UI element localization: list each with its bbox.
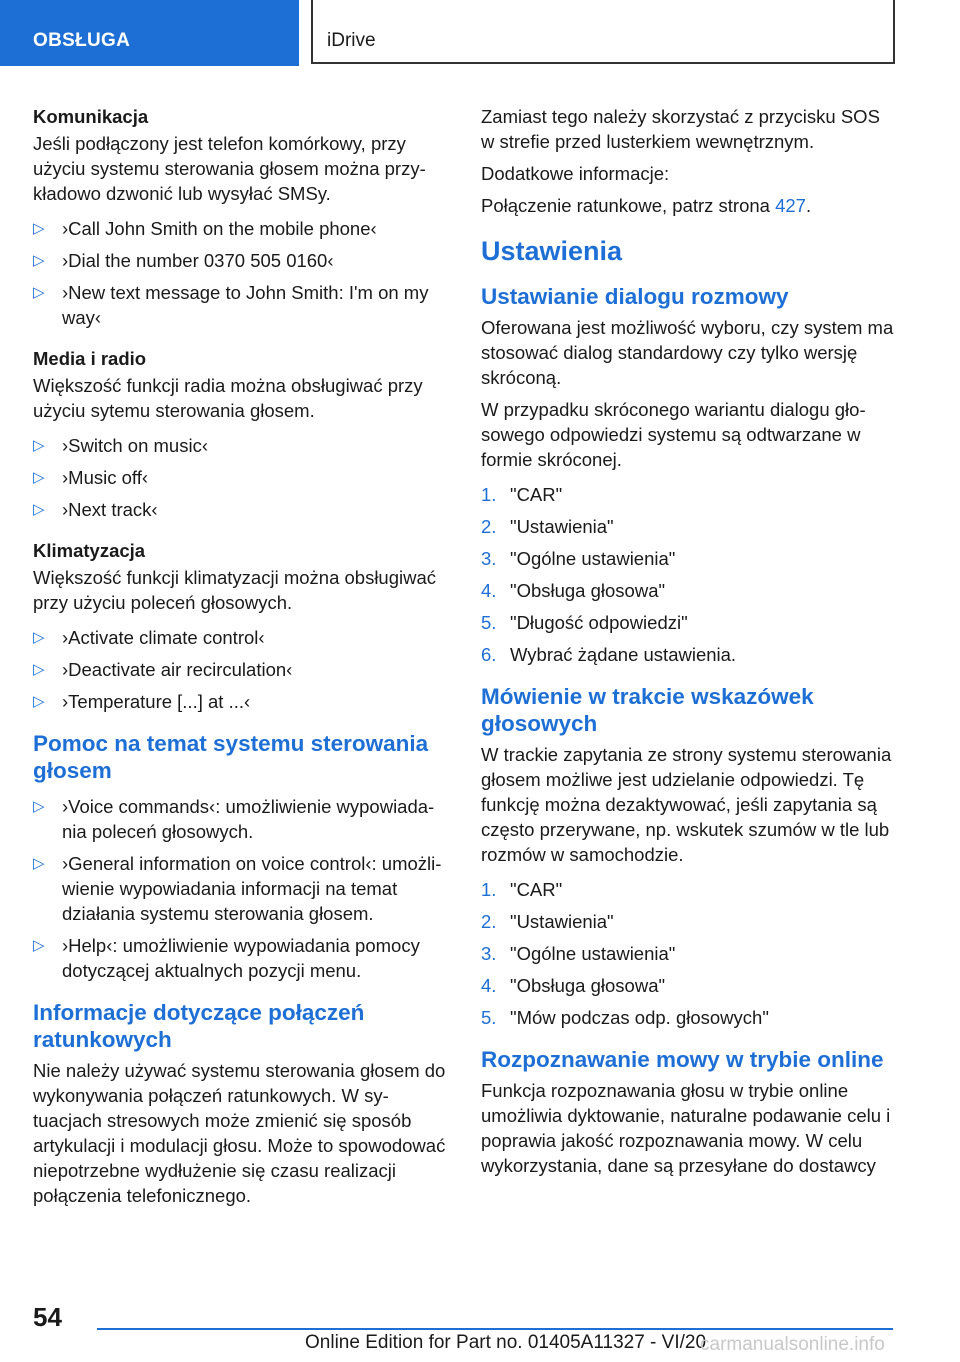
list-item: ▷ ›Switch on music‹: [33, 435, 208, 456]
list-item: ▷ ›Call John Smith on the mobile phone‹: [33, 218, 377, 239]
heading-pomoc: Pomoc na temat systemu sterowania głosem: [33, 731, 429, 783]
step-item: 1. "CAR": [481, 879, 563, 900]
paragraph-online: Funkcja rozpoznawania głosu w trybie online umożliwia dyktowanie, naturalne podawanie celu i poprawia jakość rozpoznawania mowy. W celu wykorzystania, dane są przesyłane do dostawcy: [481, 1080, 891, 1176]
dialog-steps: [481, 482, 896, 667]
step-item: 3. "Ogólne ustawienia": [481, 548, 676, 569]
paragraph-sos: Zamiast tego należy skorzystać z przycisku SOS w strefie przed lusterkiem wewnętrznym.: [481, 106, 880, 152]
chapter-tab: [311, 0, 895, 64]
bullet-triangle-icon: ▷: [33, 855, 45, 872]
heading-dialog: Ustawianie dialogu rozmowy: [481, 284, 789, 309]
step-item: 4. "Obsługa głosowa": [481, 975, 666, 996]
left-column: [33, 104, 448, 1215]
chapter-title: iDrive: [327, 30, 376, 51]
komunikacja-list: [33, 216, 448, 330]
list-item: ▷ ›Deactivate air recirculation‹: [33, 659, 293, 680]
list-item: ▷ ›Voice commands‹: umożliwienie wypowiadania poleceń głosowych.: [33, 796, 435, 842]
bullet-triangle-icon: ▷: [33, 284, 45, 301]
paragraph-dialog-1: Oferowana jest możliwość wyboru, czy system ma stosować dialog standardowy czy tylko wersję skróconą.: [481, 317, 894, 388]
step-item: 3. "Ogólne ustawienia": [481, 943, 676, 964]
subheading-klimatyzacja: Klimatyzacja: [33, 540, 146, 561]
bullet-triangle-icon: ▷: [33, 661, 45, 678]
subheading-komunikacja: Komunikacja: [33, 106, 149, 127]
list-item: ▷ ›General information on voice control‹: umożliwienie wypowiadania informacji na temat działania systemu sterowania głosem.: [33, 853, 442, 924]
step-item: 5. "Długość odpowiedzi": [481, 612, 688, 633]
step-item: 2. "Ustawienia": [481, 516, 614, 537]
step-item: 2. "Ustawienia": [481, 911, 614, 932]
heading-ustawienia: Ustawienia: [481, 236, 623, 266]
paragraph-ratunkowe: Nie należy używać systemu sterowania głosem do wykonywania połączeń ratunkowych. W sytuacjach stresowych może zmienić się sposób artykulacji i modulacji głosu. Może to spowodować niepotrzebne wydłużenie się czasu realizacji połączenia telefonicznego.: [33, 1060, 446, 1206]
paragraph-klimatyzacja: Większość funkcji klimatyzacji można obsługiwać przy użyciu poleceń głosowych.: [33, 567, 437, 613]
list-item: ▷ ›Next track‹: [33, 499, 158, 520]
step-item: 1. "CAR": [481, 484, 563, 505]
bullet-triangle-icon: ▷: [33, 469, 45, 486]
step-item: 5. "Mów podczas odp. głosowych": [481, 1007, 769, 1028]
paragraph-komunikacja: Jeśli podłączony jest telefon komórkowy, przy użyciu systemu sterowania głosem można przykładowo dzwonić lub wysyłać SMSy.: [33, 133, 426, 204]
heading-ratunkowe: Informacje dotyczące połączeń ratunkowych: [33, 1000, 365, 1052]
section-tab: [0, 0, 299, 66]
page-number: 54: [33, 1302, 62, 1332]
media-list: [33, 433, 448, 522]
paragraph-media: Większość funkcji radia można obsługiwać przy użyciu sytemu sterowania głosem.: [33, 375, 423, 421]
bullet-triangle-icon: ▷: [33, 220, 45, 237]
edition-note: Online Edition for Part no. 01405A11327 - VI/20: [305, 1332, 707, 1353]
section-title: OBSŁUGA: [33, 30, 131, 51]
heading-online: Rozpoznawanie mowy w trybie online: [481, 1047, 884, 1072]
list-item: ▷ ›Dial the number 0370 505 0160‹: [33, 250, 334, 271]
mowienie-steps: [481, 877, 896, 1030]
step-item: 6. Wybrać żądane ustawienia.: [481, 644, 737, 665]
list-item: ▷ ›Music off‹: [33, 467, 149, 488]
footer-divider: [97, 1328, 893, 1330]
step-item: 4. "Obsługa głosowa": [481, 580, 666, 601]
cross-reference: Połączenie ratunkowe, patrz strona 427.: [481, 195, 812, 216]
list-item: ▷ ›Temperature [...] at ...‹: [33, 691, 251, 712]
bullet-triangle-icon: ▷: [33, 937, 45, 954]
list-item: ▷ ›Activate climate control‹: [33, 627, 265, 648]
bullet-triangle-icon: ▷: [33, 798, 45, 815]
pomoc-list: [33, 794, 448, 983]
bullet-triangle-icon: ▷: [33, 629, 45, 646]
page-link-427[interactable]: 427: [775, 195, 806, 216]
right-column: [481, 104, 896, 1185]
list-item: ▷ ›New text message to John Smith: I'm on my way‹: [33, 282, 429, 328]
more-info-label: Dodatkowe informacje:: [481, 163, 670, 184]
klimatyzacja-list: [33, 625, 448, 714]
paragraph-mowienie: W trackie zapytania ze strony systemu sterowania głosem możliwe jest udzielanie odpowiedzi. Tę funkcję można dezaktywować, jeśli zapytania są często przerywane, np. wskutek szumów w tle lub rozmów w samochodzie.: [481, 744, 892, 865]
bullet-triangle-icon: ▷: [33, 252, 45, 269]
bullet-triangle-icon: ▷: [33, 693, 45, 710]
heading-mowienie: Mówienie w trakcie wskazówek głosowych: [481, 684, 814, 736]
subheading-media: Media i radio: [33, 348, 147, 369]
watermark: carmanualsonline.info: [700, 1334, 885, 1355]
list-item: ▷ ›Help‹: umożliwienie wypowiadania pomocy dotyczącej aktualnych pozycji menu.: [33, 935, 420, 981]
bullet-triangle-icon: ▷: [33, 501, 45, 518]
bullet-triangle-icon: ▷: [33, 437, 45, 454]
paragraph-dialog-2: W przypadku skróconego wariantu dialogu głosowego odpowiedzi systemu są odtwarzane w formie skróconej.: [481, 399, 866, 470]
